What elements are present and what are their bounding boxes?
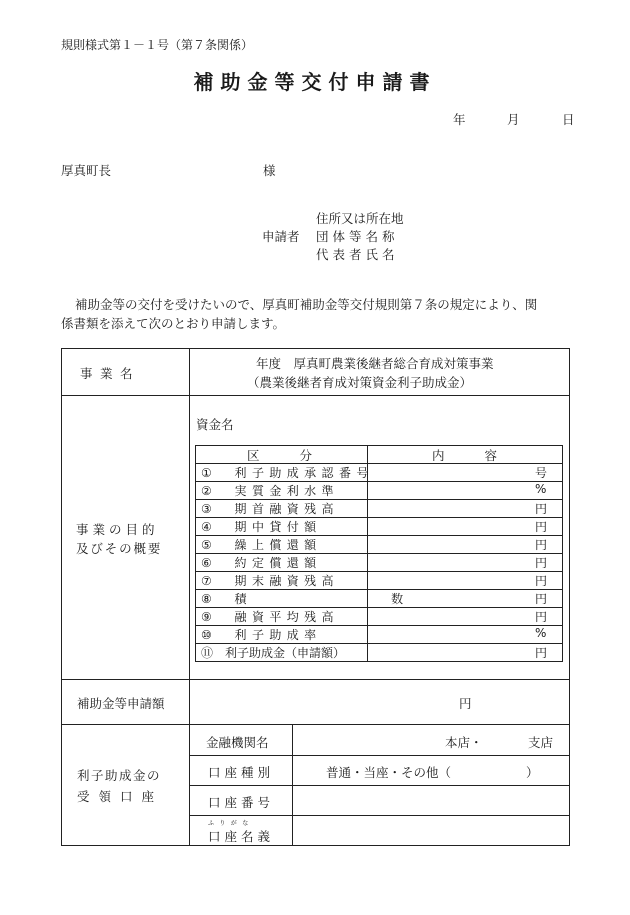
inner-row-label: ③ 期首融資残高 [201,502,339,516]
body-text-line2: 係書類を添えて次のとおり申請します。 [61,316,286,331]
row-divider [189,785,570,786]
inner-header-category: 区分 [247,448,353,463]
inner-row-unit: 円 [535,556,548,570]
inner-row-unit: 円 [535,646,548,660]
bank-label: 金融機関名 [206,735,269,750]
inner-row-label: ⑦ 期末融資残高 [201,574,339,588]
inner-row-label: ② 実質金利水準 [201,484,339,498]
inner-header-content: 内容 [432,448,538,463]
applicant-rep-label: 代表者氏名 [316,247,399,262]
inner-row-unit: 円 [535,610,548,624]
fund-name-label: 資金名 [196,417,234,432]
account-label-line1: 利子助成金の [77,768,162,783]
inner-row-unit: 円 [535,520,548,534]
account-column-divider [292,724,293,846]
inner-row-label: ⑪ 利子助成金（申請額） [201,646,346,660]
project-name-line1: 年度 厚真町農業後継者総合育成対策事業 [256,356,494,371]
row-divider [61,724,570,725]
inner-row-label: ⑨ 融資平均残高 [201,610,339,624]
inner-row-unit: % [535,482,547,496]
label-column-divider [189,348,190,846]
purpose-label-line1: 事業の目的 [76,522,159,537]
account-label-line2: 受領口座 [77,789,164,804]
row-divider [61,679,570,680]
inner-row-unit: % [535,626,547,640]
document-title: 補助金等交付申請書 [193,70,437,94]
amount-unit: 円 [459,696,472,711]
account-type-label: 口座種別 [208,765,275,780]
account-name-ruby: ふりがな [208,820,254,827]
bank-branch-sub: 支店 [528,735,554,750]
inner-row-label: ⑩ 利子助成率 [201,628,322,642]
account-name-label: 口座名義 [208,829,275,844]
applicant-address-label: 住所又は所在地 [316,211,404,226]
inner-row-unit: 円 [535,502,548,516]
date-day: 日 [562,112,575,127]
date-month: 月 [507,112,520,127]
addressee: 厚真町長 [61,163,112,178]
row-divider [189,755,570,756]
inner-row-unit: 円 [535,574,548,588]
honorific: 様 [263,163,276,178]
inner-row-label: ① 利子助成承認番号 [201,466,374,480]
project-name-line2: （農業後継者育成対策資金利子助成金） [247,375,473,390]
inner-row-label: ④ 期中貸付額 [201,520,322,534]
inner-row-label: ⑧ 積 数 [201,592,409,606]
inner-row-unit: 号 [535,466,548,480]
project-name-label: 事業名 [80,366,141,381]
account-number-label: 口座番号 [208,795,275,810]
bank-branch-main: 本店・ [445,735,483,750]
body-text-line1: 補助金等の交付を受けたいので、厚真町補助金等交付規則第７条の規定により、関 [75,297,538,312]
date-year: 年 [453,112,466,127]
applicant-label: 申請者 [262,229,300,244]
inner-row-unit: 円 [535,592,548,606]
account-type-value: 普通・当座・その他（ ） [326,765,539,780]
amount-label: 補助金等申請額 [77,696,165,711]
row-divider [61,395,570,396]
applicant-org-label: 団体等名称 [316,229,399,244]
inner-row-label: ⑤ 繰上償還額 [201,538,322,552]
row-divider [189,815,570,816]
purpose-label-line2: 及びその概要 [76,541,163,556]
inner-row-label: ⑥ 約定償還額 [201,556,322,570]
form-reference: 規則様式第１－１号（第７条関係） [61,38,254,52]
inner-row-unit: 円 [535,538,548,552]
